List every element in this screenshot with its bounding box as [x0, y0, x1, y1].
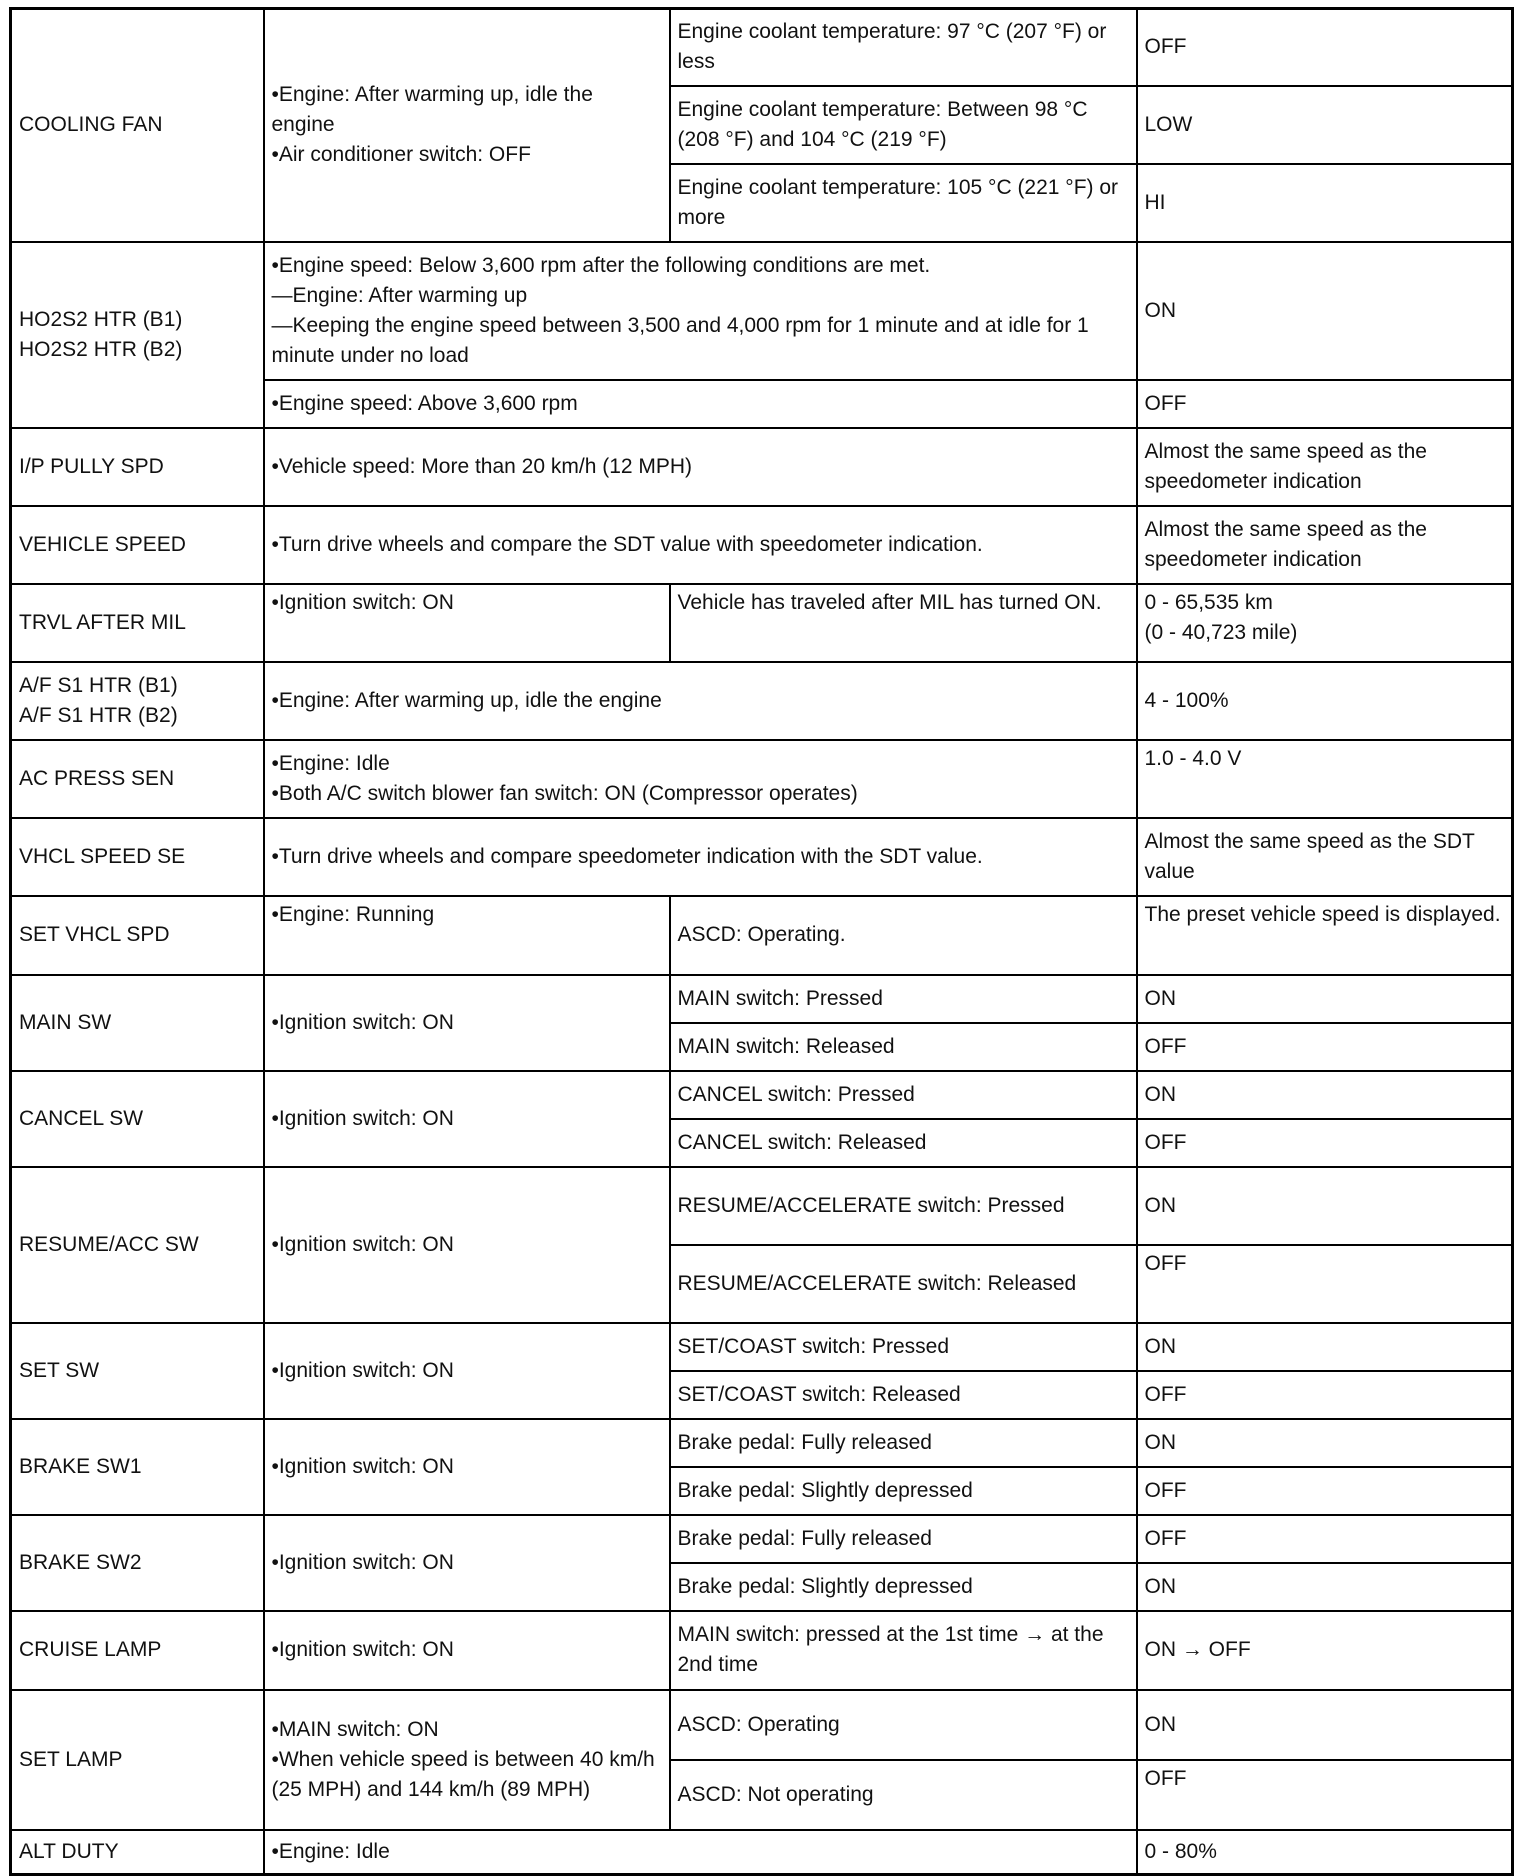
item-name: SET VHCL SPD — [11, 896, 264, 975]
sub-condition: Vehicle has traveled after MIL has turned ON. — [670, 584, 1137, 662]
sub-condition: MAIN switch: pressed at the 1st time → at the 2nd time — [670, 1611, 1137, 1690]
table-row — [11, 242, 1513, 380]
table-row — [11, 662, 1513, 740]
sub-condition: CANCEL switch: Released — [670, 1119, 1137, 1167]
condition: •Turn drive wheels and compare speedometer indication with the SDT value. — [264, 818, 1137, 896]
value: OFF — [1137, 9, 1513, 86]
condition: •Engine: After warming up, idle the engine •Air conditioner switch: OFF — [264, 9, 670, 242]
value: ON — [1137, 1071, 1513, 1119]
value: HI — [1137, 164, 1513, 242]
condition: •Ignition switch: ON — [264, 1611, 670, 1690]
item-name: BRAKE SW1 — [11, 1419, 264, 1515]
item-name: I/P PULLY SPD — [11, 428, 264, 506]
value: ON — [1137, 242, 1513, 380]
value: Almost the same speed as the SDT value — [1137, 818, 1513, 896]
condition: •Engine speed: Above 3,600 rpm — [264, 380, 1137, 428]
value: LOW — [1137, 86, 1513, 164]
value: Almost the same speed as the speedometer indication — [1137, 428, 1513, 506]
condition: •Engine: Running — [264, 896, 670, 975]
sub-condition: ASCD: Operating. — [670, 896, 1137, 975]
sub-condition: Engine coolant temperature: 105 °C (221 °F) or more — [670, 164, 1137, 242]
condition: •Turn drive wheels and compare the SDT value with speedometer indication. — [264, 506, 1137, 584]
condition: •Engine: Idle •Both A/C switch blower fan switch: ON (Compressor operates) — [264, 740, 1137, 818]
sub-condition: ASCD: Not operating — [670, 1760, 1137, 1830]
item-name: BRAKE SW2 — [11, 1515, 264, 1611]
value: OFF — [1137, 1119, 1513, 1167]
table-row — [11, 740, 1513, 818]
condition: •Ignition switch: ON — [264, 1071, 670, 1167]
value: OFF — [1137, 1467, 1513, 1515]
item-name: COOLING FAN — [11, 9, 264, 242]
sub-condition: Engine coolant temperature: 97 °C (207 °F) or less — [670, 9, 1137, 86]
sub-condition: MAIN switch: Released — [670, 1023, 1137, 1071]
sub-condition: RESUME/ACCELERATE switch: Released — [670, 1245, 1137, 1323]
item-name: MAIN SW — [11, 975, 264, 1071]
table-row — [11, 1515, 1513, 1563]
condition: •Engine speed: Below 3,600 rpm after the following conditions are met. —Engine: After warming up —Keeping the engine speed between 3,500 and 4,000 rpm for 1 minute and at idle for 1 minute under no load — [264, 242, 1137, 380]
value: ON — [1137, 1563, 1513, 1611]
item-name: AC PRESS SEN — [11, 740, 264, 818]
table-row — [11, 506, 1513, 584]
value: OFF — [1137, 1515, 1513, 1563]
sub-condition: Engine coolant temperature: Between 98 °C (208 °F) and 104 °C (219 °F) — [670, 86, 1137, 164]
item-name: SET SW — [11, 1323, 264, 1419]
table-row — [11, 584, 1513, 662]
item-name: HO2S2 HTR (B1) HO2S2 HTR (B2) — [11, 242, 264, 428]
value: The preset vehicle speed is displayed. — [1137, 896, 1513, 975]
item-name: RESUME/ACC SW — [11, 1167, 264, 1323]
value: Almost the same speed as the speedometer indication — [1137, 506, 1513, 584]
sub-condition: ASCD: Operating — [670, 1690, 1137, 1760]
item-name: VEHICLE SPEED — [11, 506, 264, 584]
value: 0 - 80% — [1137, 1830, 1513, 1875]
sub-condition: Brake pedal: Fully released — [670, 1419, 1137, 1467]
table-row — [11, 1830, 1513, 1875]
table-row — [11, 1611, 1513, 1690]
value: ON — [1137, 1323, 1513, 1371]
item-name: SET LAMP — [11, 1690, 264, 1830]
condition: •Ignition switch: ON — [264, 1515, 670, 1611]
sub-condition: RESUME/ACCELERATE switch: Pressed — [670, 1167, 1137, 1245]
value: 1.0 - 4.0 V — [1137, 740, 1513, 818]
sub-condition: SET/COAST switch: Pressed — [670, 1323, 1137, 1371]
table-row — [11, 1690, 1513, 1760]
sub-condition: MAIN switch: Pressed — [670, 975, 1137, 1023]
item-name: ALT DUTY — [11, 1830, 264, 1875]
sub-condition: CANCEL switch: Pressed — [670, 1071, 1137, 1119]
value: ON — [1137, 975, 1513, 1023]
value: OFF — [1137, 1245, 1513, 1323]
value: 0 - 65,535 km (0 - 40,723 mile) — [1137, 584, 1513, 662]
item-name: VHCL SPEED SE — [11, 818, 264, 896]
sub-condition: Brake pedal: Fully released — [670, 1515, 1137, 1563]
condition: •Ignition switch: ON — [264, 1419, 670, 1515]
table-row — [11, 428, 1513, 506]
value: ON — [1137, 1167, 1513, 1245]
condition: •Ignition switch: ON — [264, 975, 670, 1071]
sub-condition: Brake pedal: Slightly depressed — [670, 1467, 1137, 1515]
condition: •Engine: After warming up, idle the engine — [264, 662, 1137, 740]
sub-condition: SET/COAST switch: Released — [670, 1371, 1137, 1419]
item-name: TRVL AFTER MIL — [11, 584, 264, 662]
condition: •Engine: Idle — [264, 1830, 1137, 1875]
table-row — [11, 896, 1513, 975]
sub-condition: Brake pedal: Slightly depressed — [670, 1563, 1137, 1611]
condition: •Ignition switch: ON — [264, 1167, 670, 1323]
table-row — [11, 975, 1513, 1023]
item-name: A/F S1 HTR (B1) A/F S1 HTR (B2) — [11, 662, 264, 740]
condition: •Ignition switch: ON — [264, 1323, 670, 1419]
item-name: CRUISE LAMP — [11, 1611, 264, 1690]
condition: •Vehicle speed: More than 20 km/h (12 MPH) — [264, 428, 1137, 506]
value: 4 - 100% — [1137, 662, 1513, 740]
table-row — [11, 818, 1513, 896]
value: OFF — [1137, 1760, 1513, 1830]
table-row — [11, 1323, 1513, 1371]
value: ON — [1137, 1419, 1513, 1467]
condition: •Ignition switch: ON — [264, 584, 670, 662]
value: OFF — [1137, 1023, 1513, 1071]
monitor-item-table — [9, 7, 1514, 1876]
value: ON → OFF — [1137, 1611, 1513, 1690]
table-row — [11, 1071, 1513, 1119]
value: OFF — [1137, 380, 1513, 428]
item-name: CANCEL SW — [11, 1071, 264, 1167]
value: OFF — [1137, 1371, 1513, 1419]
condition: •MAIN switch: ON •When vehicle speed is between 40 km/h (25 MPH) and 144 km/h (89 MPH) — [264, 1690, 670, 1830]
table-row — [11, 1419, 1513, 1467]
value: ON — [1137, 1690, 1513, 1760]
table-row — [11, 9, 1513, 86]
table-row — [11, 1167, 1513, 1245]
